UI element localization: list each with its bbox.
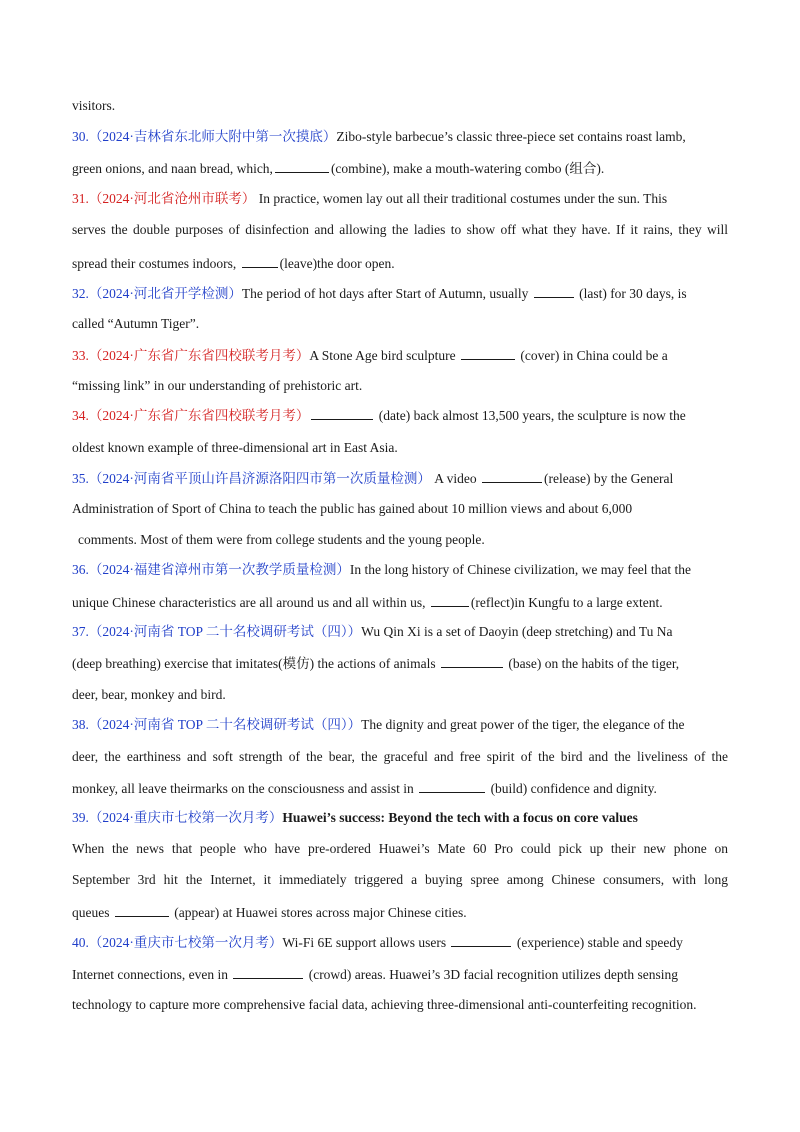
question-source: 32.（2024·河北省开学检测） bbox=[72, 286, 242, 301]
text-line: deer, bear, monkey and bird. bbox=[72, 687, 226, 702]
text-line: serves the double purposes of disinfection and allowing the ladies to show off what they have. If it rains, they will bbox=[72, 222, 728, 237]
question-source: 39.（2024·重庆市七校第一次月考） bbox=[72, 810, 283, 825]
text-line: Internet connections, even in (crowd) areas. Huawei’s 3D facial recognition utilizes depth sensing bbox=[72, 967, 678, 982]
answer-blank[interactable] bbox=[275, 159, 329, 173]
question-source: 31.（2024·河北省沧州市联考） bbox=[72, 191, 256, 206]
text-line: “missing link” in our understanding of prehistoric art. bbox=[72, 378, 363, 393]
question-37: 37.（2024·河南省 TOP 二十名校调研考试（四））Wu Qin Xi is a set of Daoyin (deep stretching) and Tu Na bbox=[72, 624, 673, 639]
text-line: deer, the earthiness and soft strength of the bear, the graceful and free spirit of the bird and the liveliness of the bbox=[72, 749, 728, 764]
answer-blank[interactable] bbox=[233, 965, 303, 979]
question-32: 32.（2024·河北省开学检测）The period of hot days after Start of Autumn, usually (last) for 30 days, is bbox=[72, 286, 687, 301]
answer-blank[interactable] bbox=[115, 903, 169, 917]
question-source: 38.（2024·河南省 TOP 二十名校调研考试（四）） bbox=[72, 717, 362, 732]
text-line: spread their costumes indoors, (leave)the door open. bbox=[72, 256, 395, 271]
text-line: When the news that people who have pre-ordered Huawei’s Mate 60 Pro could pick up their new phone on bbox=[72, 841, 728, 856]
passage-title: Huawei’s success: Beyond the tech with a focus on core values bbox=[282, 810, 638, 825]
answer-blank[interactable] bbox=[534, 284, 574, 298]
question-source: 34.（2024·广东省广东省四校联考月考） bbox=[72, 408, 310, 423]
text-line: oldest known example of three-dimensional art in East Asia. bbox=[72, 440, 398, 455]
question-40: 40.（2024·重庆市七校第一次月考）Wi-Fi 6E support allows users (experience) stable and speedy bbox=[72, 935, 683, 950]
answer-blank[interactable] bbox=[482, 469, 542, 483]
text-line: green onions, and naan bread, which, (combine), make a mouth-watering combo (组合). bbox=[72, 161, 605, 176]
text-line: queues (appear) at Huawei stores across major Chinese cities. bbox=[72, 905, 467, 920]
answer-blank[interactable] bbox=[419, 779, 485, 793]
text-line: comments. Most of them were from college students and the young people. bbox=[78, 532, 485, 547]
question-source: 35.（2024·河南省平顶山许昌济源洛阳四市第一次质量检测） bbox=[72, 471, 431, 486]
question-36: 36.（2024·福建省漳州市第一次教学质量检测）In the long history of Chinese civilization, we may feel that the bbox=[72, 562, 692, 577]
text-line: September 3rd hit the Internet, it immediately triggered a buying spree among Chinese consumers, with long bbox=[72, 872, 728, 887]
question-source: 36.（2024·福建省漳州市第一次教学质量检测） bbox=[72, 562, 350, 577]
question-30: 30.（2024·吉林省东北师大附中第一次摸底）Zibo-style barbecue’s classic three-piece set contains roast lamb, bbox=[72, 129, 686, 144]
question-source: 37.（2024·河南省 TOP 二十名校调研考试（四）） bbox=[72, 624, 362, 639]
text-line: Administration of Sport of China to teach the public has gained about 10 million views and about 6,000 bbox=[72, 501, 633, 516]
answer-blank[interactable] bbox=[431, 593, 469, 607]
text-line: monkey, all leave theirmarks on the consciousness and assist in (build) confidence and dignity. bbox=[72, 781, 657, 796]
answer-blank[interactable] bbox=[451, 933, 511, 947]
text-line: visitors. bbox=[72, 98, 116, 113]
question-source: 40.（2024·重庆市七校第一次月考） bbox=[72, 935, 283, 950]
question-source: 33.（2024·广东省广东省四校联考月考） bbox=[72, 348, 310, 363]
answer-blank[interactable] bbox=[311, 406, 373, 420]
answer-blank[interactable] bbox=[461, 346, 515, 360]
question-34: 34.（2024·广东省广东省四校联考月考） (date) back almost 13,500 years, the sculpture is now the bbox=[72, 408, 686, 423]
question-source: 30.（2024·吉林省东北师大附中第一次摸底） bbox=[72, 129, 337, 144]
text-line: technology to capture more comprehensive facial data, achieving three-dimensional anti-counterfeiting recognition. bbox=[72, 997, 697, 1012]
question-39 bbox=[72, 809, 638, 827]
answer-blank[interactable] bbox=[242, 254, 278, 268]
question-33: 33.（2024·广东省广东省四校联考月考）A Stone Age bird sculpture (cover) in China could be a bbox=[72, 348, 668, 363]
question-35: 35.（2024·河南省平顶山许昌济源洛阳四市第一次质量检测） A video (release) by the General bbox=[72, 471, 674, 486]
question-31: 31.（2024·河北省沧州市联考） In practice, women lay out all their traditional costumes under the sun. This bbox=[72, 191, 668, 206]
text-line: (deep breathing) exercise that imitates(模仿) the actions of animals (base) on the habits of the tiger, bbox=[72, 656, 680, 671]
text-line: unique Chinese characteristics are all around us and all within us, (reflect)in Kungfu to a large extent. bbox=[72, 595, 663, 610]
answer-blank[interactable] bbox=[441, 654, 503, 668]
question-38: 38.（2024·河南省 TOP 二十名校调研考试（四））The dignity and great power of the tiger, the elegance of the bbox=[72, 717, 685, 732]
text-line: called “Autumn Tiger”. bbox=[72, 316, 200, 331]
